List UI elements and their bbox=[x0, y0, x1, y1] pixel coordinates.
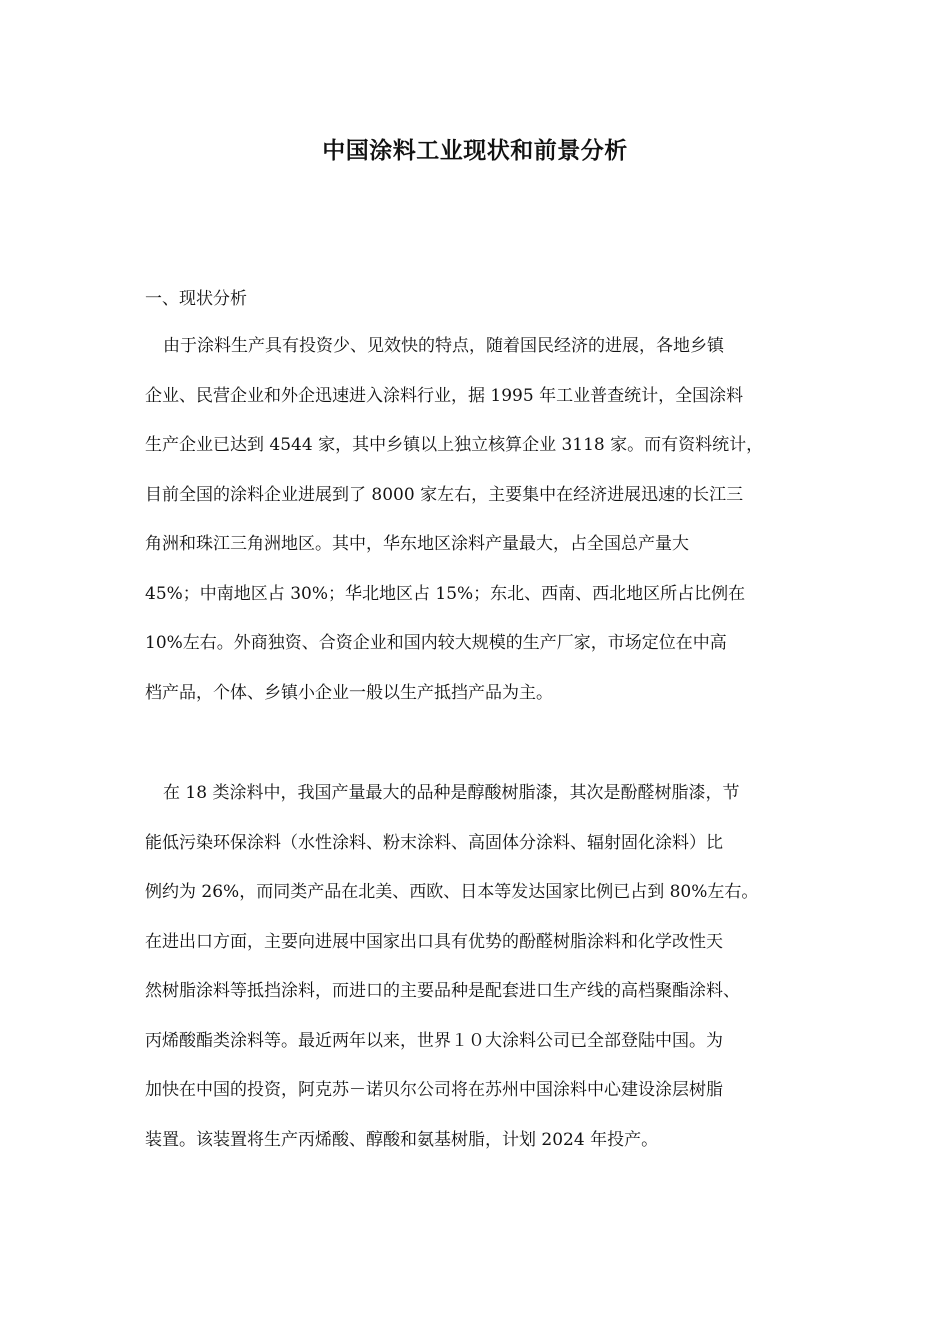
paragraph-line: 在 18 类涂料中，我国产量最大的品种是醇酸树脂漆，其次是酚醛树脂漆，节 bbox=[163, 783, 740, 803]
paragraph-line: 例约为 26%，而同类产品在北美、西欧、日本等发达国家比例已占到 80%左右。 bbox=[145, 882, 759, 902]
paragraph-line: 装置。该装置将生产丙烯酸、醇酸和氨基树脂，计划 2024 年投产。 bbox=[145, 1129, 659, 1150]
paragraph-line: 丙烯酸酯类涂料等。最近两年以来，世界１０大涂料公司已全部登陆中国。为 bbox=[145, 1030, 723, 1051]
paragraph-2 bbox=[145, 780, 825, 1176]
paragraph-1 bbox=[145, 333, 825, 729]
paragraph-line: 10%左右。外商独资、合资企业和国内较大规模的生产厂家，市场定位在中高 bbox=[145, 633, 727, 653]
paragraph-line: 能低污染环保涂料（水性涂料、粉末涂料、高固体分涂料、辐射固化涂料）比 bbox=[145, 832, 723, 853]
paragraph-line: 目前全国的涂料企业进展到了 8000 家左右，主要集中在经济进展迅速的长江三 bbox=[145, 484, 744, 505]
paragraph-line: 生产企业已达到 4544 家，其中乡镇以上独立核算企业 3118 家。而有资料统计， bbox=[145, 435, 764, 455]
paragraph-line: 在进出口方面，主要向进展中国家出口具有优势的酚醛树脂涂料和化学改性天 bbox=[145, 931, 723, 952]
paragraph-line: 然树脂涂料等抵挡涂料，而进口的主要品种是配套进口生产线的高档聚酯涂料、 bbox=[145, 981, 740, 1001]
paragraph-line: 由于涂料生产具有投资少、见效快的特点，随着国民经济的进展，各地乡镇 bbox=[163, 336, 724, 356]
paragraph-line: 加快在中国的投资，阿克苏－诺贝尔公司将在苏州中国涂料中心建设涂层树脂 bbox=[145, 1080, 723, 1100]
paragraph-line: 企业、民营企业和外企迅速进入涂料行业，据 1995 年工业普查统计，全国涂料 bbox=[145, 385, 744, 406]
document-title: 中国涂料工业现状和前景分析 bbox=[322, 137, 628, 164]
section-heading: 一、现状分析 bbox=[145, 289, 247, 309]
paragraph-line: 45%；中南地区占 30%；华北地区占 15%；东北、西南、西北地区所占比例在 bbox=[145, 583, 746, 604]
paragraph-line: 角洲和珠江三角洲地区。其中，华东地区涂料产量最大，占全国总产量大 bbox=[145, 534, 689, 554]
paragraph-line: 档产品，个体、乡镇小企业一般以生产抵挡产品为主。 bbox=[145, 682, 553, 703]
